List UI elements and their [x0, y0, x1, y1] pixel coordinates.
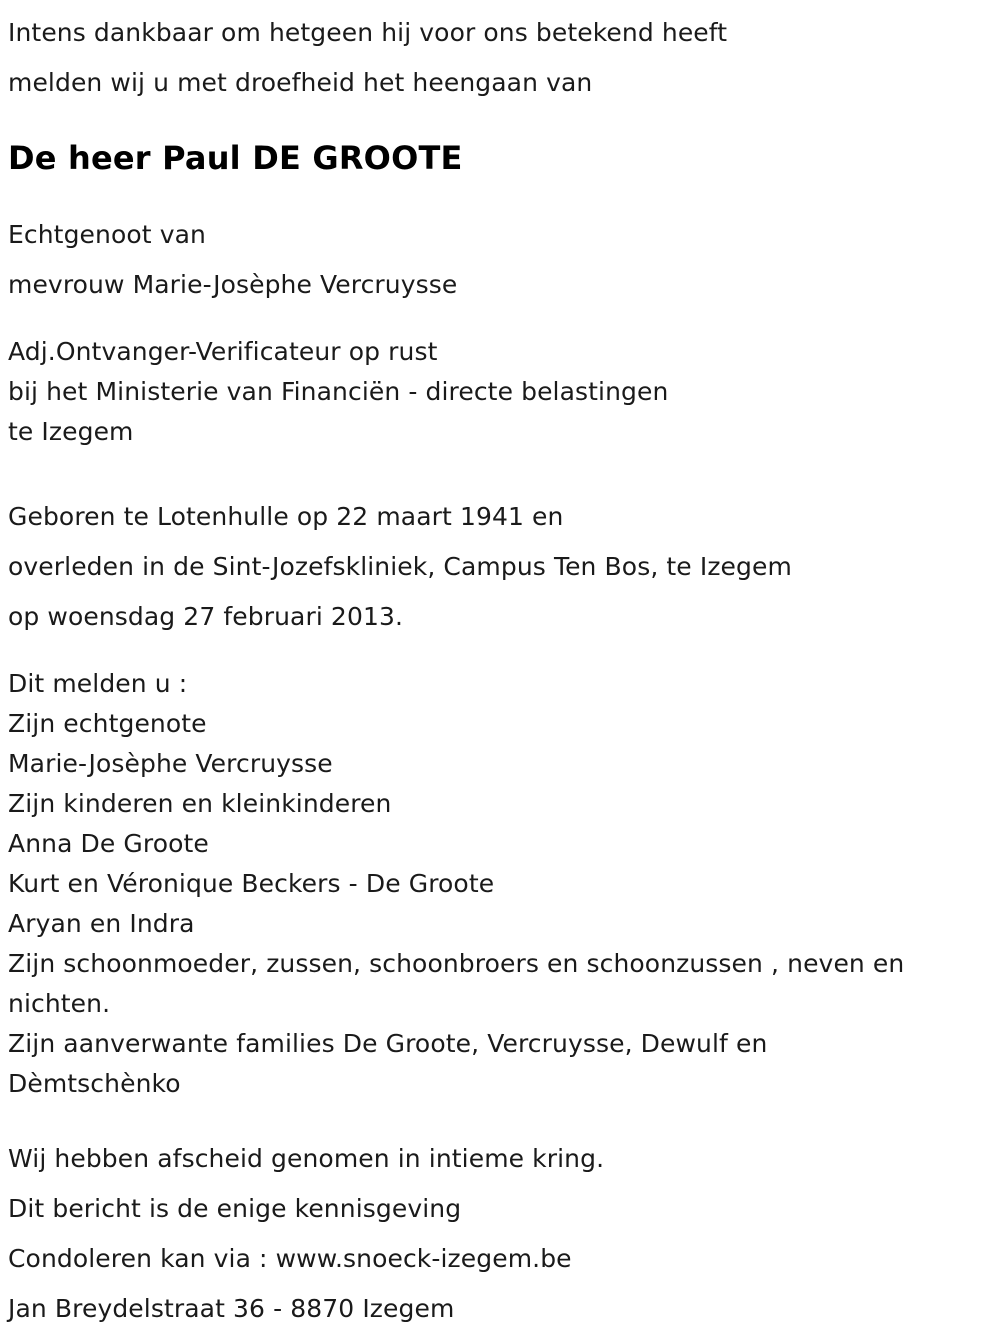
spacer-after-name [8, 178, 1000, 210]
spouse-block [8, 210, 1000, 310]
closing-condolences: Condoleren kan via : www.snoeck-izegem.be [8, 1244, 572, 1273]
death-place-line: overleden in de Sint-Jozefskliniek, Campus Ten Bos, te Izegem [8, 552, 792, 581]
intro-line-2: melden wij u met droefheid het heengaan van [8, 68, 593, 97]
birth-line: Geboren te Lotenhulle op 22 maart 1941 en [8, 502, 564, 531]
announcer-families-line-1: Zijn aanverwante families De Groote, Vercruysse, Dewulf en [8, 1029, 768, 1058]
intro-paragraph [8, 8, 1000, 108]
announcer-families-line-2: Dèmtschènko [8, 1069, 181, 1098]
spouse-name: mevrouw Marie-Josèphe Vercruysse [8, 270, 458, 299]
announcer-children-label: Zijn kinderen en kleinkinderen [8, 789, 392, 818]
announcer-child-2: Kurt en Véronique Beckers - De Groote [8, 869, 495, 898]
spacer-before-life-dates [8, 452, 1000, 492]
spacer-before-name [8, 108, 1000, 138]
spouse-label: Echtgenoot van [8, 220, 206, 249]
announcer-spouse-label: Zijn echtgenote [8, 709, 207, 738]
closing-address: Jan Breydelstraat 36 - 8870 Izegem [8, 1294, 455, 1323]
announcer-extended-line-1: Zijn schoonmoeder, zussen, schoonbroers en schoonzussen , neven en [8, 949, 905, 978]
closing-farewell: Wij hebben afscheid genomen in intieme kring. [8, 1144, 605, 1173]
announcer-child-1: Anna De Groote [8, 829, 209, 858]
occupation-line-1: Adj.Ontvanger-Verificateur op rust [8, 337, 438, 366]
spacer-before-announcers [8, 642, 1000, 664]
announcers-block [8, 664, 1000, 1104]
deceased-name: De heer Paul DE GROOTE [8, 139, 463, 177]
death-date-line: op woensdag 27 februari 2013. [8, 602, 404, 631]
announcer-extended-line-2: nichten. [8, 989, 111, 1018]
closing-only-notice: Dit bericht is de enige kennisgeving [8, 1194, 462, 1223]
intro-line-1: Intens dankbaar om hetgeen hij voor ons betekend heeft [8, 18, 728, 47]
closing-block [8, 1134, 1000, 1334]
announcer-spouse-name: Marie-Josèphe Vercruysse [8, 749, 333, 778]
occupation-line-3: te Izegem [8, 417, 134, 446]
deceased-name-block [8, 138, 1000, 178]
occupation-line-2: bij het Ministerie van Financiën - directe belastingen [8, 377, 669, 406]
announcer-grandchildren: Aryan en Indra [8, 909, 195, 938]
occupation-block [8, 332, 1000, 452]
spacer-before-closing [8, 1104, 1000, 1134]
announcers-intro: Dit melden u : [8, 669, 188, 698]
life-dates-block [8, 492, 1000, 642]
spacer-before-occupation [8, 310, 1000, 332]
